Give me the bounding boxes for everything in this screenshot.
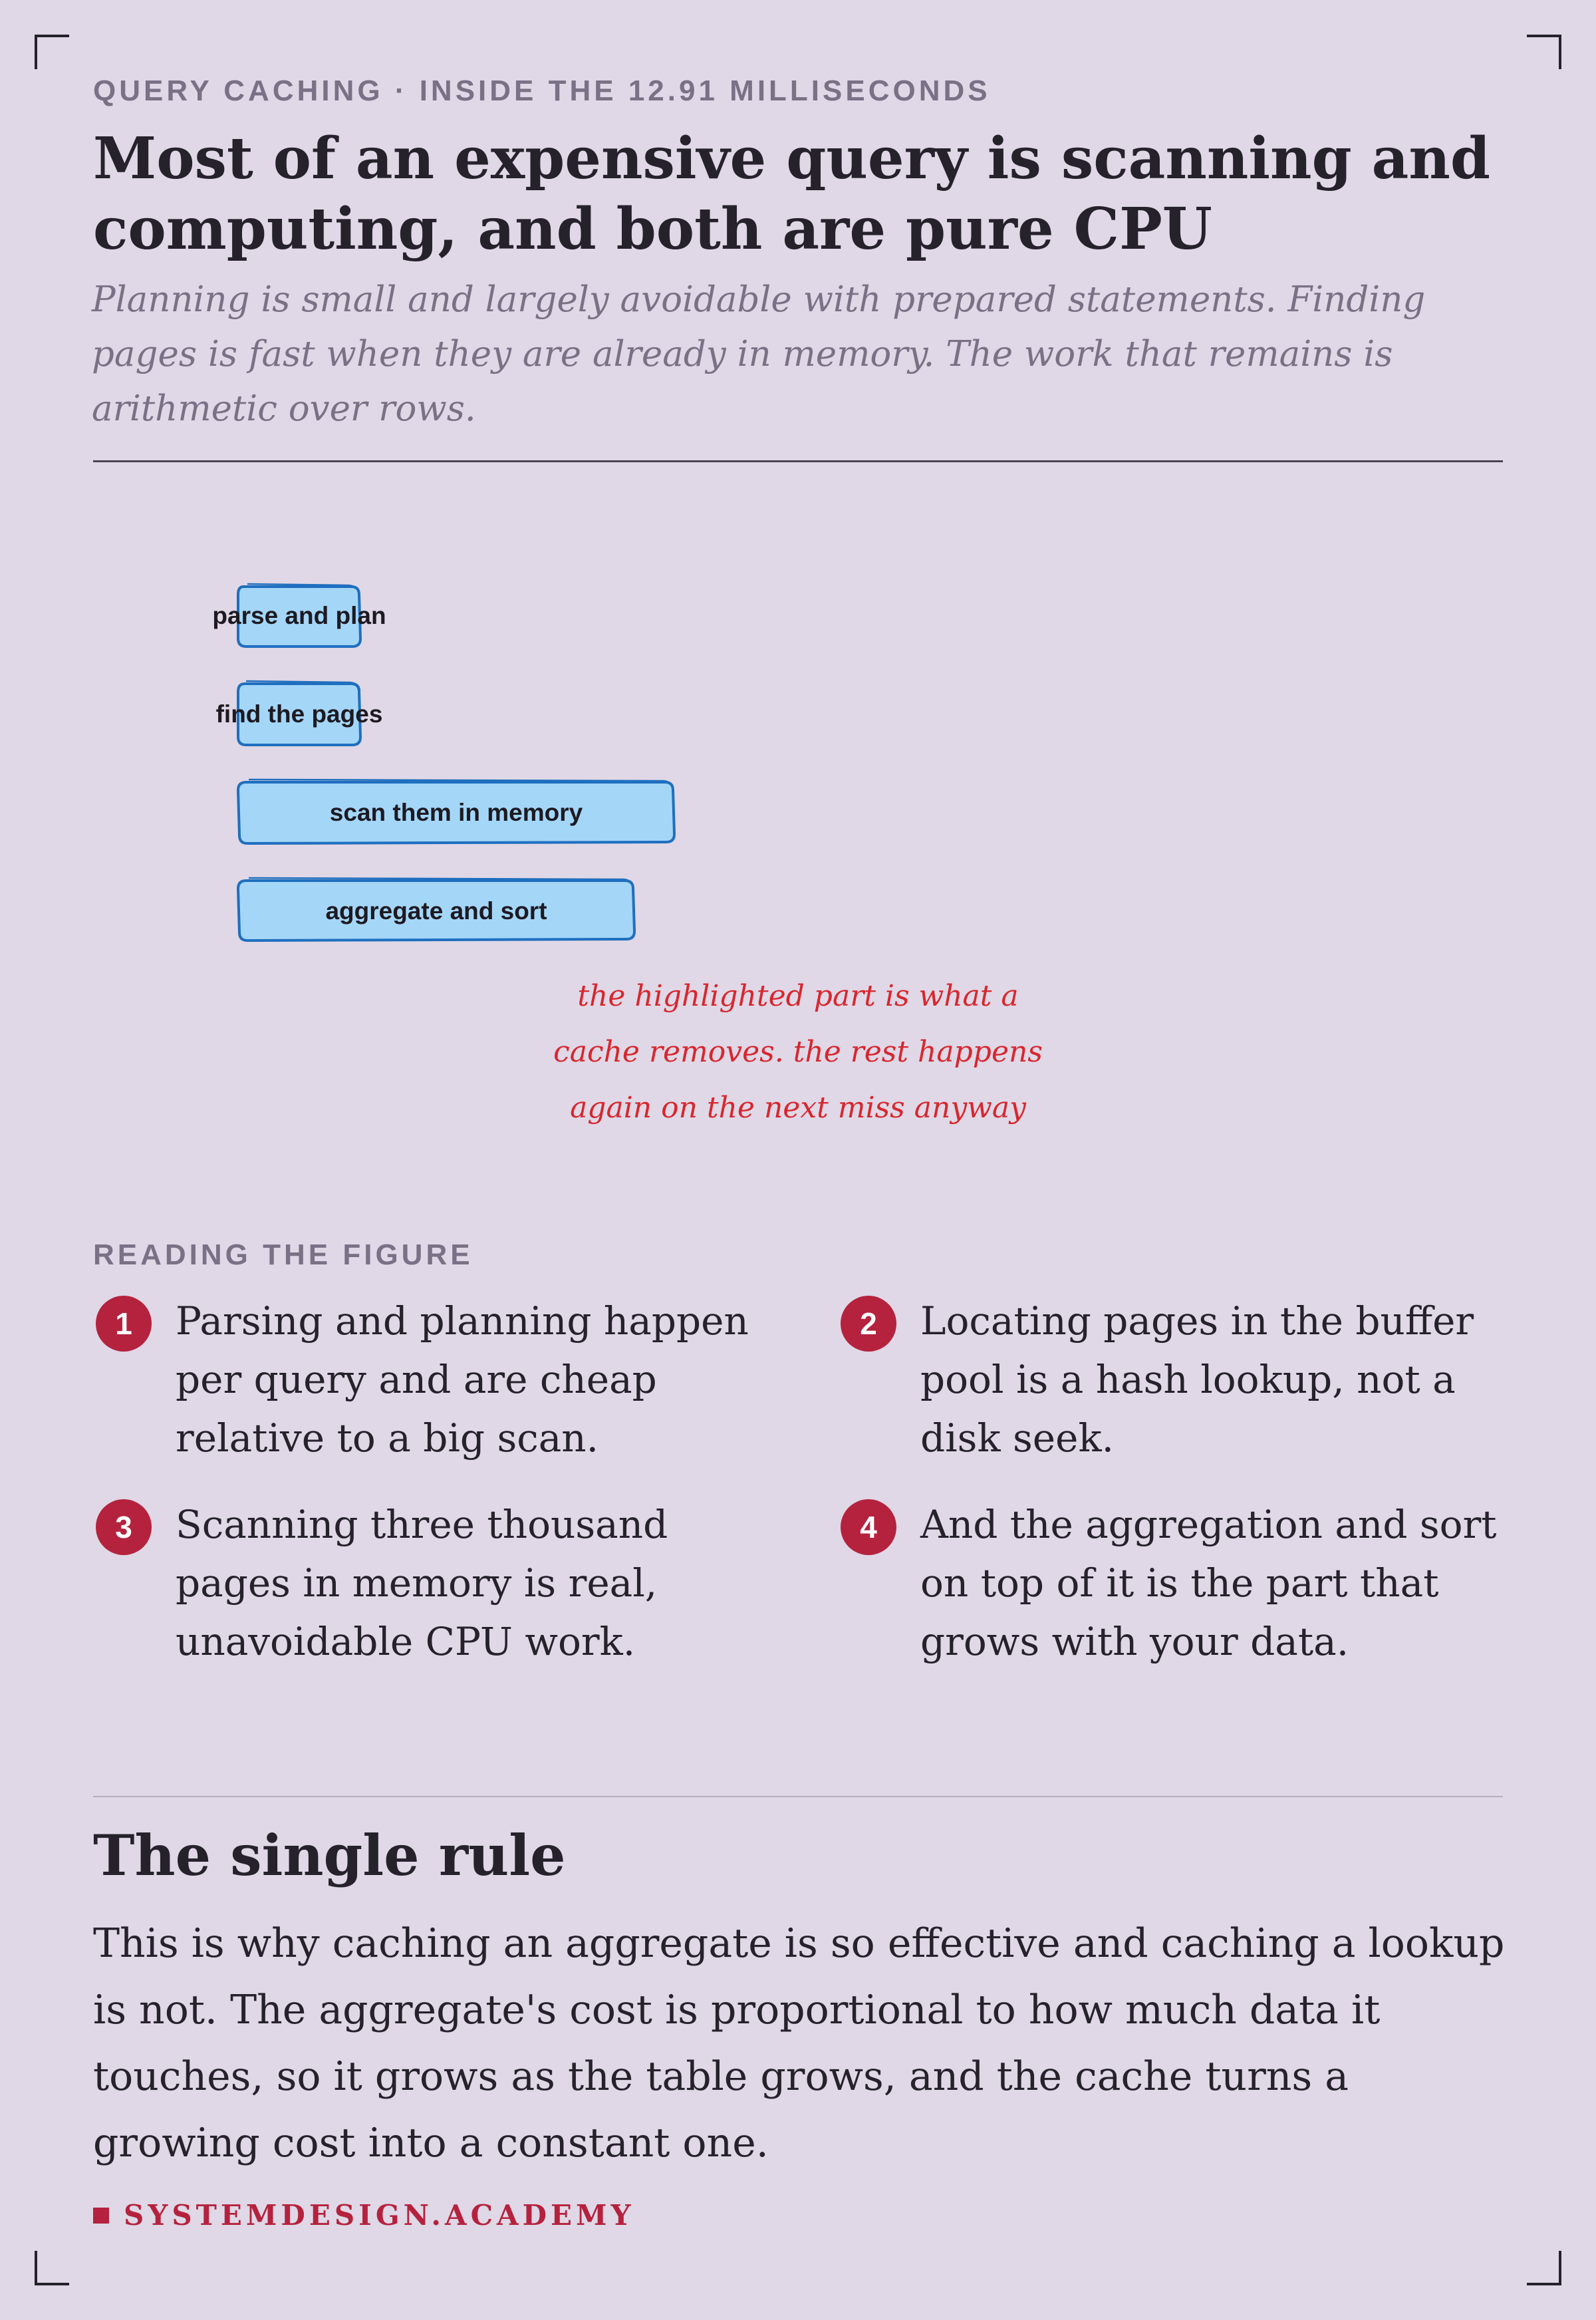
note-text: Scanning three thousand pages in memory is real, unavoidable CPU work. xyxy=(176,1502,668,1664)
page-title: Most of an expensive query is scanning and computing, and both are pure CPU xyxy=(93,125,1491,263)
step-label: aggregate and sort xyxy=(325,897,547,925)
number-badge: 3 xyxy=(96,1499,152,1555)
note-text: Locating pages in the buffer pool is a hash lookup, not a disk seek. xyxy=(920,1298,1474,1461)
number-badge: 4 xyxy=(841,1499,896,1555)
step-label: parse and plan xyxy=(212,602,386,629)
annotation-line: the highlighted part is what a xyxy=(577,979,1019,1013)
corner-mark-bottom-left xyxy=(35,2251,69,2285)
note-text: And the aggregation and sort on top of it is the part that grows with your data. xyxy=(920,1502,1497,1664)
step-label: scan them in memory xyxy=(329,799,583,826)
query-stages-diagram xyxy=(0,506,1596,1171)
diagram-canvas xyxy=(0,506,1596,1171)
header-divider xyxy=(93,460,1503,462)
brand-footer xyxy=(93,2199,635,2232)
brand-name: SYSTEMDESIGN.ACADEMY xyxy=(124,2199,635,2232)
section-divider xyxy=(93,1796,1503,1797)
step-aggregate-and-sort xyxy=(238,878,634,941)
annotation-line: again on the next miss anyway xyxy=(570,1091,1026,1125)
step-parse-and-plan xyxy=(212,584,386,647)
number-badge: 1 xyxy=(96,1296,152,1352)
brand-square-icon xyxy=(93,2208,109,2224)
single-rule-body: This is why caching an aggregate is so effective and caching a lookup is not. The aggregate's cost is proportional to how much data it touches, so it grows as the table grows, and the cache turns a growing cost into a constant one. xyxy=(93,1920,1505,2166)
kicker: QUERY CACHING · INSIDE THE 12.91 MILLISECONDS xyxy=(93,74,991,107)
note-text: Parsing and planning happen per query and are cheap relative to a big scan. xyxy=(176,1298,749,1461)
step-find-the-pages xyxy=(216,681,383,745)
single-rule-heading: The single rule xyxy=(93,1822,566,1888)
corner-mark-top-right xyxy=(1527,35,1561,69)
corner-mark-top-left xyxy=(35,35,69,69)
step-label: find the pages xyxy=(215,700,383,728)
cache-annotation xyxy=(553,979,1043,1125)
reading-the-figure-label: READING THE FIGURE xyxy=(93,1238,473,1271)
annotation-line: cache removes. the rest happens xyxy=(553,1035,1043,1069)
number-badge: 2 xyxy=(841,1296,896,1352)
page-subtitle: Planning is small and largely avoidable with prepared statements. Finding pages is fast when they are already in memory. The work that remains is arithmetic over rows. xyxy=(92,279,1426,429)
step-scan-them-in-memory xyxy=(238,780,674,843)
corner-mark-bottom-right xyxy=(1527,2251,1561,2285)
